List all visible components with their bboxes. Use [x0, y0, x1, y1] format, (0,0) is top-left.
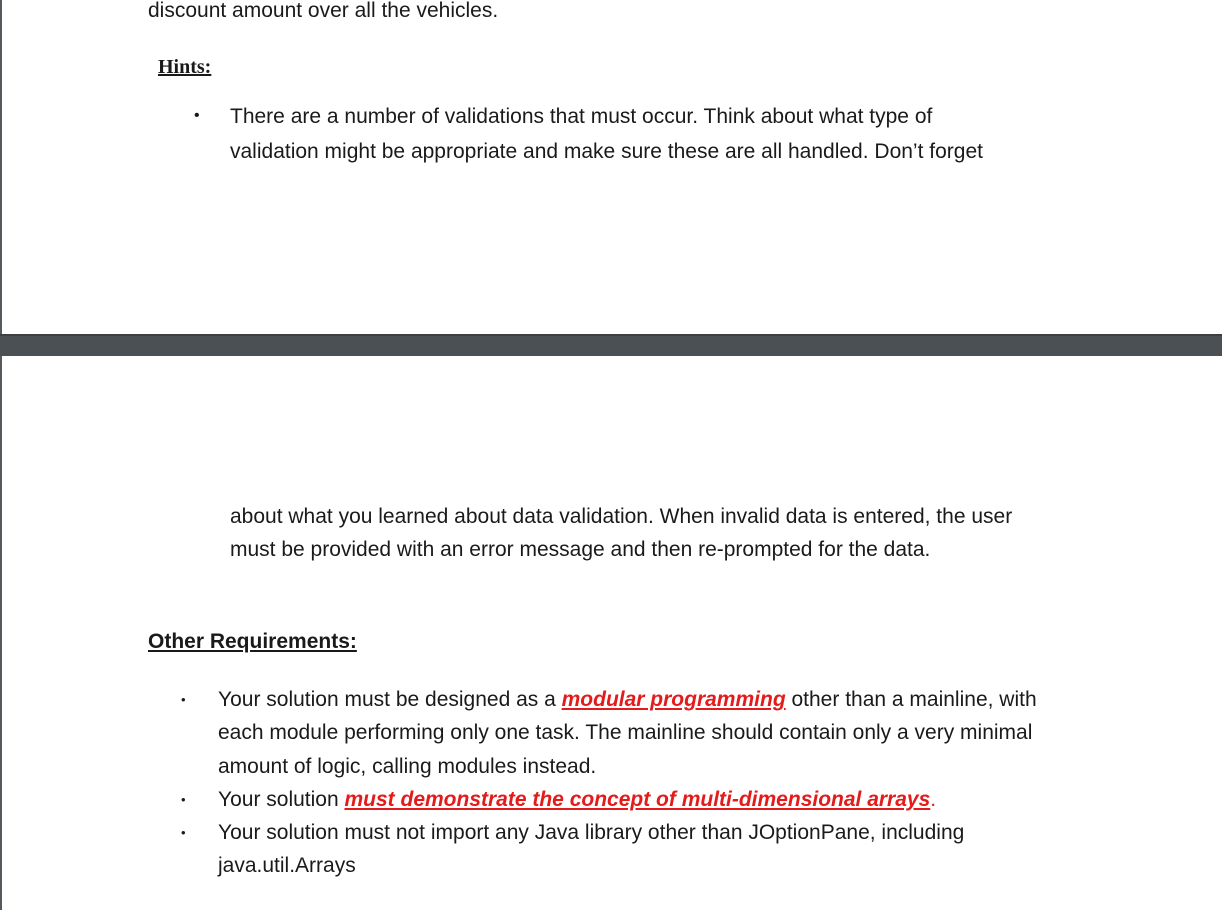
- requirement-2-line-1: [218, 789, 936, 810]
- other-requirements-heading: Other Requirements:: [148, 630, 357, 653]
- page-separator: [0, 334, 1222, 356]
- requirement-3-line-2: java.util.Arrays: [218, 854, 356, 877]
- document-page-top: [0, 0, 1222, 334]
- requirement-1-line-2: each module performing only one task. The mainline should contain only a very minimal: [218, 721, 1033, 744]
- requirement-1-prefix: Your solution must be designed as a: [218, 688, 562, 711]
- requirement-bullet: •: [181, 792, 186, 807]
- requirement-1-suffix: other than a mainline, with: [785, 688, 1037, 711]
- document-page-bottom: [0, 356, 1222, 910]
- hint-bullet: •: [194, 107, 200, 124]
- requirement-1-line-1: [218, 689, 1037, 710]
- hints-heading: Hints:: [158, 56, 212, 78]
- requirement-2-suffix: .: [930, 788, 937, 811]
- hint-line-2: validation might be appropriate and make sure these are all handled. Don’t forget: [230, 140, 983, 163]
- modular-programming-emphasis: modular programming: [561, 688, 786, 711]
- intro-tail-text: discount amount over all the vehicles.: [148, 0, 499, 22]
- multi-dimensional-arrays-emphasis: must demonstrate the concept of multi-dimensional arrays: [344, 788, 931, 811]
- requirement-bullet: •: [181, 825, 186, 840]
- requirement-bullet: •: [181, 692, 186, 707]
- hint-line-4: must be provided with an error message and then re-prompted for the data.: [230, 538, 931, 561]
- requirement-2-prefix: Your solution: [218, 788, 345, 811]
- requirement-1-line-3: amount of logic, calling modules instead.: [218, 755, 597, 778]
- requirement-3-line-1: Your solution must not import any Java library other than JOptionPane, including: [218, 821, 965, 844]
- hint-line-3: about what you learned about data validation. When invalid data is entered, the user: [230, 505, 1013, 528]
- hint-line-1: There are a number of validations that must occur. Think about what type of: [230, 105, 933, 128]
